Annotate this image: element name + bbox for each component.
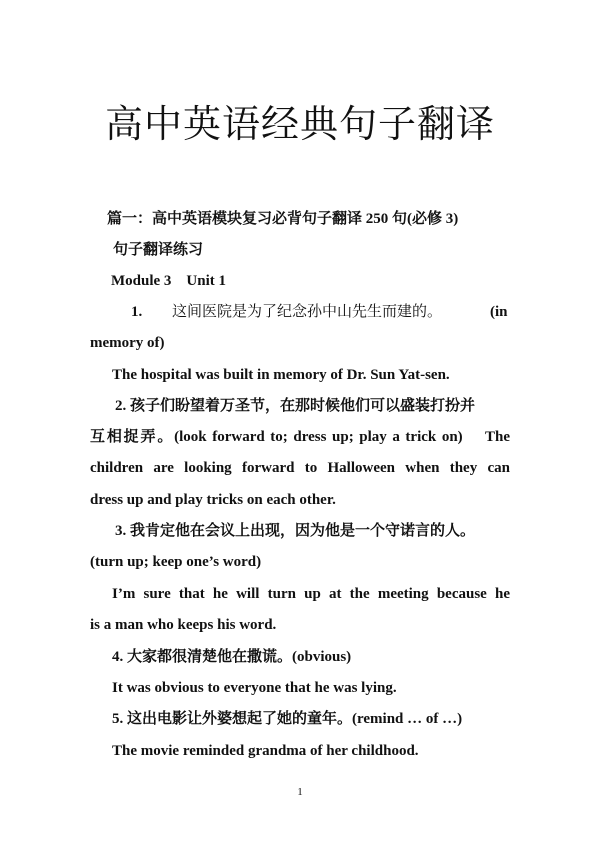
- item-3-english-line-2: is a man who keeps his word.: [90, 617, 277, 633]
- item-4-english: It was obvious to everyone that he was lying.: [112, 680, 397, 696]
- item-1-hint-start: (in: [490, 304, 508, 320]
- item-2-hint: 互相捉弄。(look forward to; dress up; play a trick on) The: [90, 429, 510, 445]
- item-1-english: The hospital was built in memory of Dr. Sun Yat-sen.: [112, 367, 450, 383]
- section-heading: 篇一：高中英语模块复习必背句子翻译 250 句(必修 3): [107, 211, 459, 227]
- item-3-hint: (turn up; keep one’s word): [90, 554, 262, 570]
- item-2-chinese: 2. 孩子们盼望着万圣节，在那时候他们可以盛装打扮并: [115, 398, 476, 414]
- item-1-hint-end: memory of): [90, 335, 165, 351]
- subheading: 句子翻译练习: [113, 242, 204, 258]
- item-3-english-line-1: I’m sure that he will turn up at the meeting because he: [112, 586, 510, 602]
- module-label: Module 3 Unit 1: [111, 273, 227, 289]
- item-2-english-line-2: dress up and play tricks on each other.: [90, 492, 336, 508]
- item-5-english: The movie reminded grandma of her childhood.: [112, 743, 419, 759]
- document-title: 高中英语经典句子翻译: [104, 104, 495, 146]
- item-1-number: 1.: [131, 304, 143, 320]
- page-number: 1: [297, 786, 303, 798]
- item-1-chinese: 这间医院是为了纪念孙中山先生而建的。: [172, 304, 443, 320]
- item-4-chinese: 4. 大家都很清楚他在撒谎。(obvious): [112, 649, 352, 665]
- item-3-chinese: 3. 我肯定他在会议上出现，因为他是一个守诺言的人。: [115, 523, 476, 539]
- item-5-chinese: 5. 这出电影让外婆想起了她的童年。(remind … of …): [112, 711, 463, 727]
- item-2-english-line-1: children are looking forward to Halloween when they can: [90, 460, 510, 476]
